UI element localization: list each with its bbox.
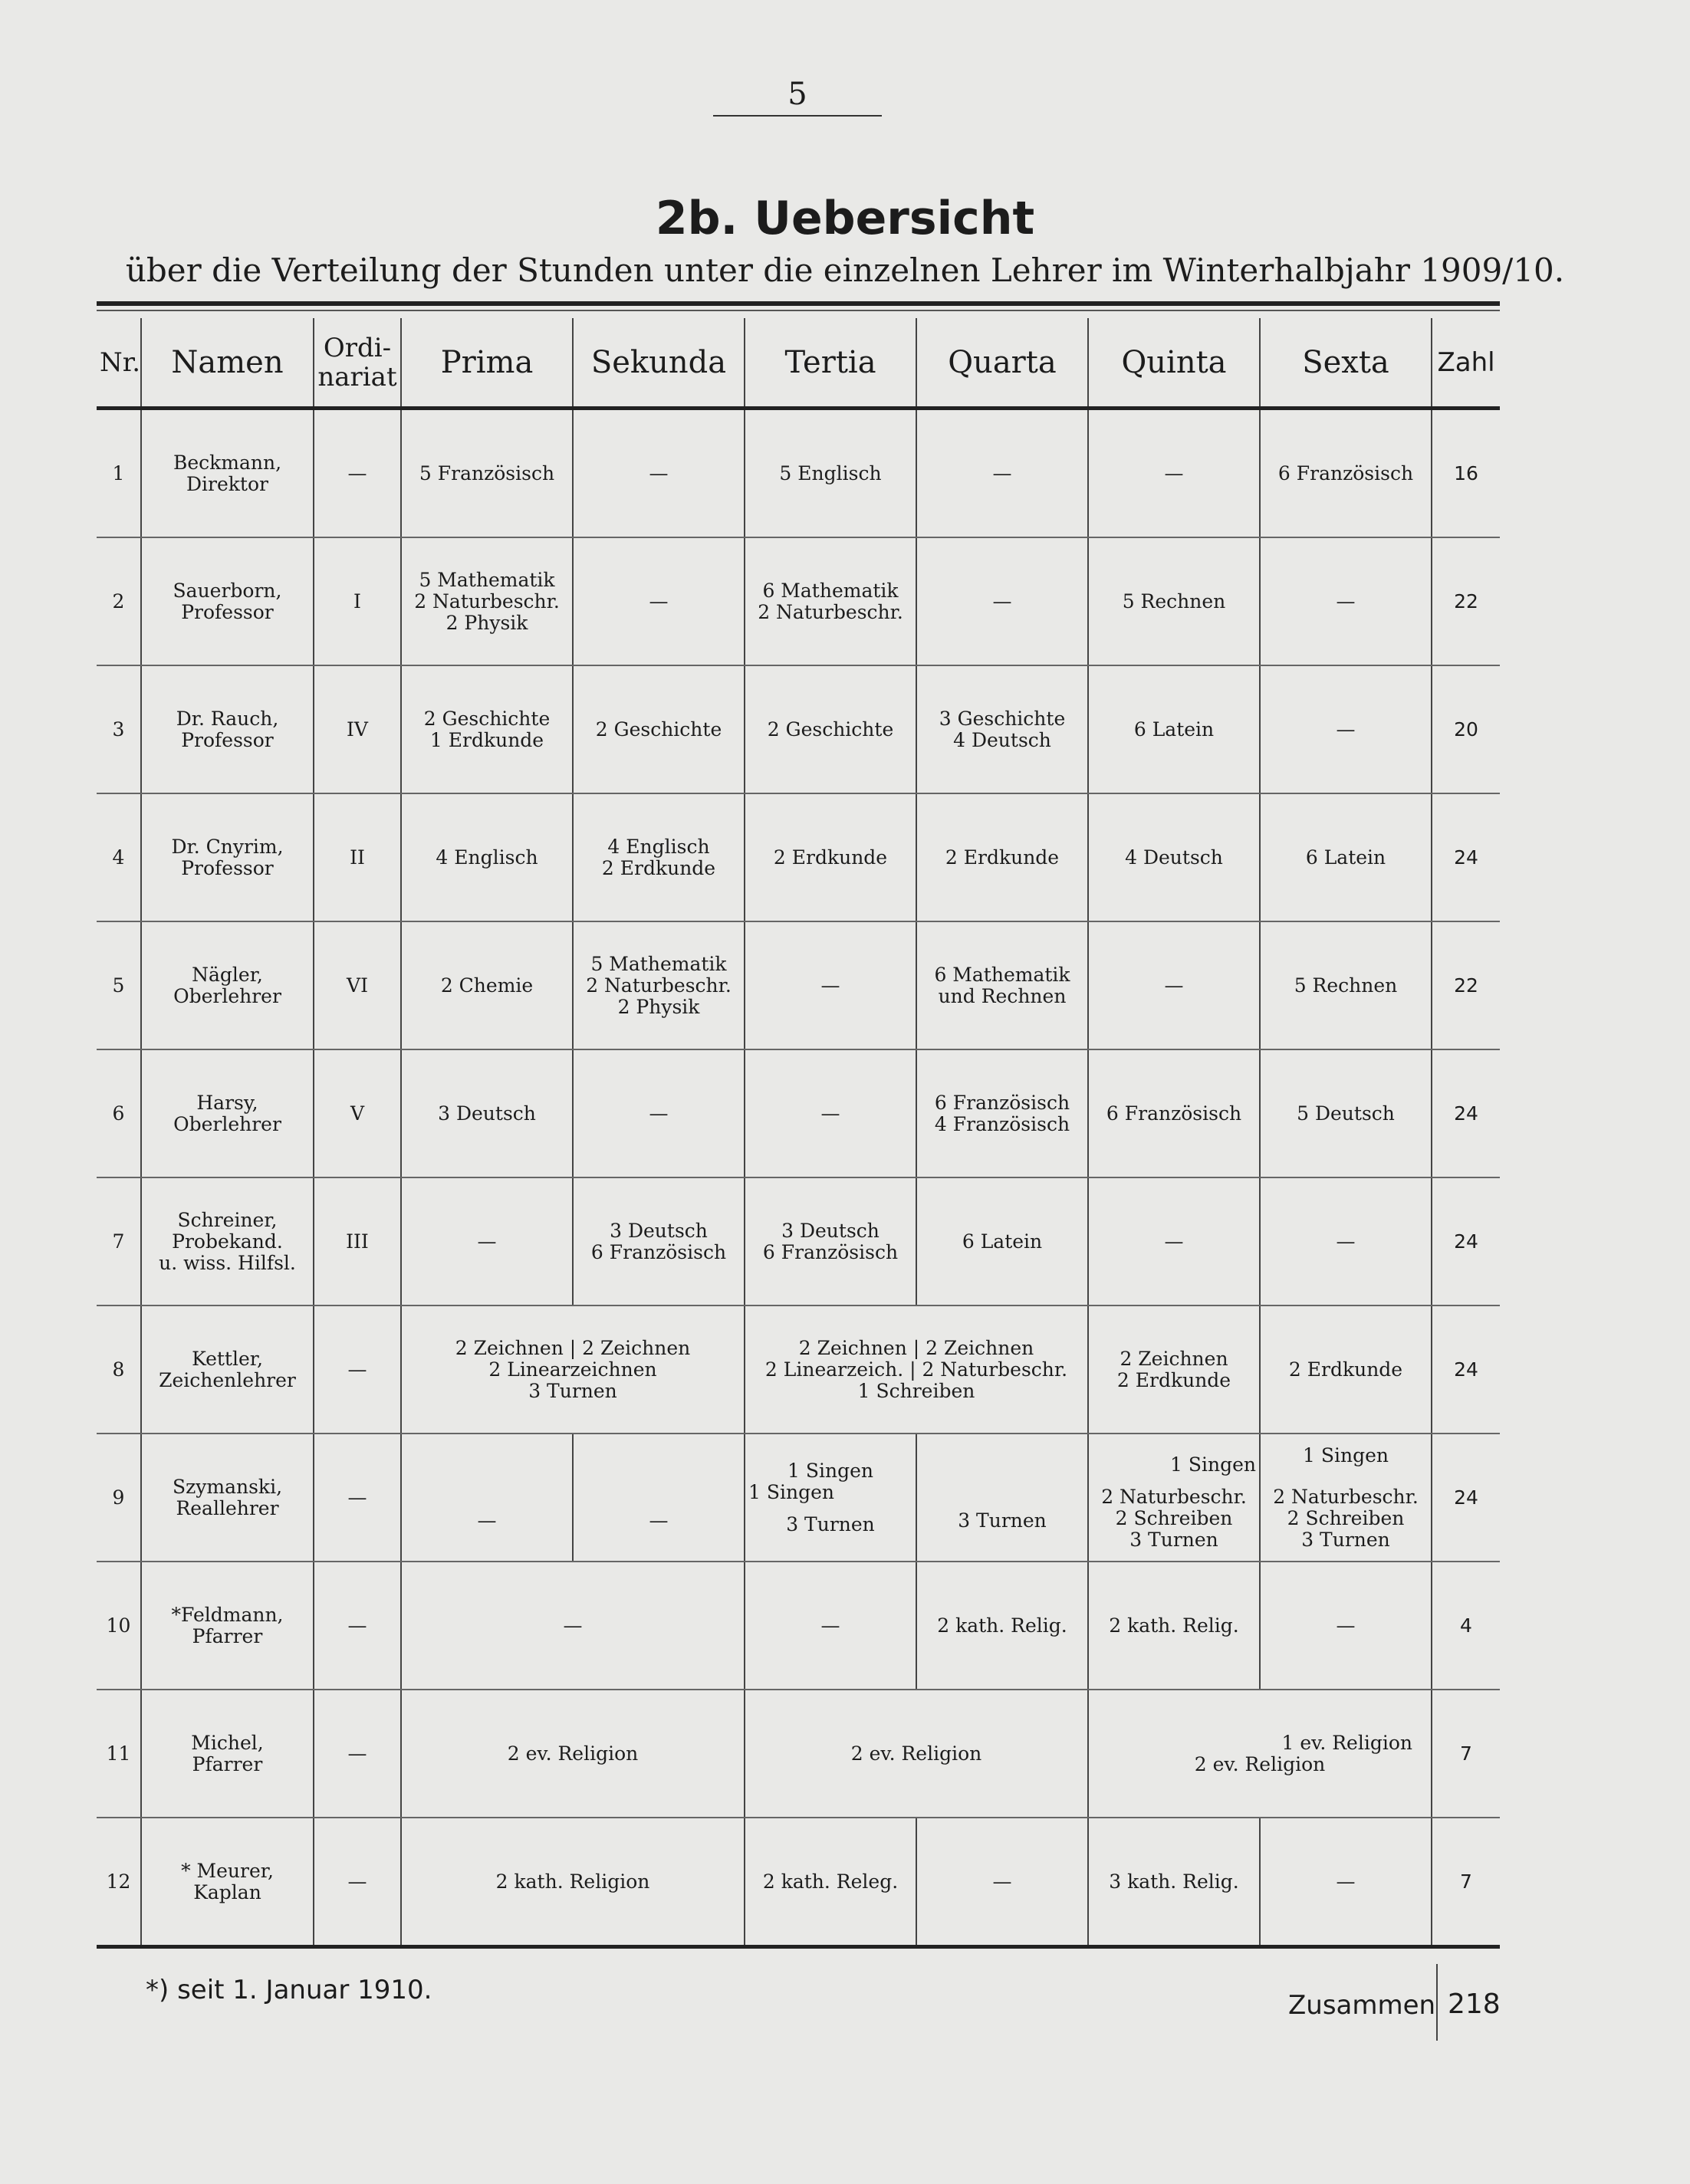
cell-sekunda — [573, 921, 745, 1049]
name-line: Pfarrer — [192, 1624, 263, 1647]
cell-zahl: 7 — [1432, 1818, 1500, 1947]
cell-line: — — [477, 1509, 497, 1532]
cell-zahl: 20 — [1432, 665, 1500, 793]
singen-note: 1 Singen — [787, 1459, 873, 1482]
cell-line: 2 Naturbeschr. — [758, 600, 903, 623]
cell-quinta: 3 kath. Relig. — [1088, 1818, 1260, 1947]
top-rule — [97, 301, 1500, 306]
table-row — [97, 921, 1500, 1049]
top-rule-thin — [97, 310, 1500, 311]
cell-tertia: — — [745, 1562, 916, 1690]
name-line: Oberlehrer — [173, 984, 281, 1007]
table-row — [97, 1177, 1500, 1305]
row-ordinariat: II — [314, 793, 401, 921]
name-line: Harsy, — [196, 1091, 258, 1114]
cell-line: — — [649, 1509, 669, 1532]
name-line: * Meurer, — [181, 1859, 274, 1882]
cell-line: 3 Turnen — [958, 1509, 1047, 1532]
cell-zahl: 22 — [1432, 921, 1500, 1049]
cell-tertia: — — [745, 921, 916, 1049]
table-row — [97, 1049, 1500, 1177]
cell-line: 2 Naturbeschr. — [586, 974, 732, 997]
row-name — [141, 1562, 314, 1690]
cell-zahl: 16 — [1432, 409, 1500, 538]
total-label: Zusammen — [1288, 1990, 1436, 2021]
cell-quinta: — — [1088, 409, 1260, 538]
table-row — [97, 409, 1500, 538]
spacer — [1264, 1466, 1428, 1486]
cell-sexta: — — [1260, 1177, 1432, 1305]
cell-quarta: — — [916, 409, 1088, 538]
header-sekunda: Sekunda — [573, 318, 745, 409]
row-ordinariat: — — [314, 1434, 401, 1562]
table-row — [97, 537, 1500, 665]
cell-quarta: — — [916, 1818, 1088, 1947]
name-line: Pfarrer — [192, 1752, 263, 1775]
cell-zahl: 24 — [1432, 1434, 1500, 1562]
row-name — [141, 921, 314, 1049]
name-line: *Feldmann, — [171, 1603, 284, 1626]
cell-sexta: — — [1260, 665, 1432, 793]
name-line: Professor — [181, 600, 274, 623]
cell-sexta: 2 Erdkunde — [1260, 1305, 1432, 1434]
row-name — [141, 409, 314, 538]
cell-quarta: 6 Latein — [916, 1177, 1088, 1305]
footnote: *) seit 1. Januar 1910. — [146, 1975, 432, 2005]
row-nr: 6 — [97, 1049, 141, 1177]
spacer — [405, 1464, 569, 1510]
name-line: Sauerborn, — [173, 579, 282, 602]
row-ordinariat: — — [314, 1818, 401, 1947]
cell-zahl: 4 — [1432, 1562, 1500, 1690]
row-nr: 11 — [97, 1690, 141, 1818]
cell-line: und Rechnen — [938, 984, 1067, 1007]
cell-quinta: 2 kath. Relig. — [1088, 1562, 1260, 1690]
cell-quarta: 2 Erdkunde — [916, 793, 1088, 921]
cell-line: 6 Mathematik — [934, 963, 1070, 986]
singen-note: 1 Singen — [1303, 1443, 1389, 1466]
cell-sexta — [1260, 1434, 1432, 1562]
cell-zahl: 7 — [1432, 1690, 1500, 1818]
total-divider — [1436, 1964, 1438, 2041]
cell-prima — [401, 665, 573, 793]
cell-tertia-quarta — [745, 1305, 1088, 1434]
cell-sexta: 5 Rechnen — [1260, 921, 1432, 1049]
cell-line: 2 Naturbeschr. — [1101, 1485, 1247, 1508]
cell-quarta: 2 kath. Relig. — [916, 1562, 1088, 1690]
cell-line: 6 Französisch — [762, 1240, 899, 1263]
cell-line: 6 Französisch — [934, 1091, 1070, 1114]
cell-line: 3 Turnen — [1129, 1528, 1218, 1551]
table-row — [97, 793, 1500, 921]
cell-tertia — [745, 1177, 916, 1305]
name-line: Dr. Cnyrim, — [171, 835, 284, 858]
cell-line: 2 Erdkunde — [1116, 1368, 1231, 1391]
row-nr: 9 — [97, 1434, 141, 1562]
row-name — [141, 1818, 314, 1947]
cell-zahl: 24 — [1432, 793, 1500, 921]
cell-line: 3 Turnen — [786, 1512, 875, 1535]
row-nr: 2 — [97, 537, 141, 665]
cell-tertia: 2 kath. Releg. — [745, 1818, 916, 1947]
row-name — [141, 665, 314, 793]
cell-sexta: 5 Deutsch — [1260, 1049, 1432, 1177]
row-nr: 1 — [97, 409, 141, 538]
table-row — [97, 1818, 1500, 1947]
cell-line: 6 Französisch — [590, 1240, 727, 1263]
cell-sekunda — [573, 793, 745, 921]
cell-line: 4 Deutsch — [953, 728, 1051, 751]
cell-line: 2 ev. Religion — [1194, 1752, 1326, 1775]
cell-line: 1 Erdkunde — [429, 728, 544, 751]
cell-prima-sekunda — [401, 1305, 745, 1434]
header-ordinariat — [314, 318, 401, 409]
cell-line: 3 Turnen — [528, 1379, 617, 1402]
header-zahl: Zahl — [1432, 318, 1500, 409]
row-name — [141, 1177, 314, 1305]
name-line: Kettler, — [192, 1347, 263, 1370]
cell-tertia — [745, 1434, 916, 1562]
cell-tertia: 2 Geschichte — [745, 665, 916, 793]
cell-line: 3 Deutsch — [781, 1219, 880, 1242]
cell-zahl: 22 — [1432, 537, 1500, 665]
cell-tertia: 5 Englisch — [745, 409, 916, 538]
cell-prima: 2 Chemie — [401, 921, 573, 1049]
row-name — [141, 1049, 314, 1177]
name-line: Reallehrer — [176, 1496, 279, 1519]
cell-prima: 4 Englisch — [401, 793, 573, 921]
row-name — [141, 537, 314, 665]
cell-line: 2 Geschichte — [423, 707, 551, 730]
cell-line: 5 Mathematik — [419, 568, 555, 591]
table-row — [97, 1562, 1500, 1690]
spacer — [1092, 1476, 1256, 1486]
cell-line: 2 Physik — [446, 611, 528, 634]
row-nr: 10 — [97, 1562, 141, 1690]
cell-sekunda: 2 Geschichte — [573, 665, 745, 793]
cell-line: 2 Zeichnen | 2 Zeichnen — [798, 1336, 1034, 1359]
cell-quinta: 6 Latein — [1088, 665, 1260, 793]
cell-line: 2 Erdkunde — [601, 856, 716, 879]
table-row — [97, 665, 1500, 793]
cell-quarta — [916, 921, 1088, 1049]
cell-quinta-sexta — [1088, 1690, 1432, 1818]
row-ordinariat: — — [314, 1690, 401, 1818]
cell-line: 2 Schreiben — [1287, 1506, 1405, 1529]
cell-sekunda: — — [573, 409, 745, 538]
header-row — [97, 318, 1500, 409]
page-number: 5 — [713, 77, 882, 117]
cell-prima: 3 Deutsch — [401, 1049, 573, 1177]
row-nr: 7 — [97, 1177, 141, 1305]
cell-prima — [401, 537, 573, 665]
cell-prima-sekunda: 2 ev. Religion — [401, 1690, 745, 1818]
name-line: Dr. Rauch, — [176, 707, 279, 730]
cell-line: 2 Linearzeich. | 2 Naturbeschr. — [764, 1358, 1068, 1381]
cell-quarta: — — [916, 537, 1088, 665]
cell-line: 2 Physik — [617, 995, 700, 1018]
cell-quinta: 4 Deutsch — [1088, 793, 1260, 921]
row-ordinariat: I — [314, 537, 401, 665]
total-value: 218 — [1448, 1989, 1501, 2020]
cell-line: 2 Linearzeichnen — [488, 1358, 657, 1381]
header-ordinariat-line2: nariat — [317, 361, 397, 392]
header-quarta: Quarta — [916, 318, 1088, 409]
table-row — [97, 1305, 1500, 1434]
cell-line: 3 Geschichte — [939, 707, 1066, 730]
page-title: 2b. Uebersicht — [655, 192, 1035, 245]
name-line: Zeichenlehrer — [159, 1368, 296, 1391]
spacer — [1092, 1445, 1256, 1454]
cell-quinta: 5 Rechnen — [1088, 537, 1260, 665]
hours-distribution-table — [97, 318, 1500, 1949]
cell-tertia: — — [745, 1049, 916, 1177]
cell-line: 2 Naturbeschr. — [1273, 1485, 1419, 1508]
table-row — [97, 1434, 1500, 1562]
cell-line: 2 Zeichnen | 2 Zeichnen — [455, 1336, 691, 1359]
cell-quarta — [916, 665, 1088, 793]
name-line: Probekand. — [172, 1230, 283, 1253]
cell-line: 1 Schreiben — [857, 1379, 975, 1402]
cell-sexta: 6 Französisch — [1260, 409, 1432, 538]
cell-quinta: — — [1088, 921, 1260, 1049]
name-line: Michel, — [191, 1731, 264, 1754]
row-name — [141, 1434, 314, 1562]
cell-line: 2 Zeichnen — [1120, 1347, 1228, 1370]
name-line: Professor — [181, 728, 274, 751]
row-name — [141, 1305, 314, 1434]
cell-line: 3 Deutsch — [610, 1219, 708, 1242]
header-ordinariat-line1: Ordi- — [323, 332, 392, 363]
cell-tertia-quarta: 2 ev. Religion — [745, 1690, 1088, 1818]
cell-line: 4 Englisch — [607, 835, 710, 858]
row-nr: 5 — [97, 921, 141, 1049]
row-name — [141, 1690, 314, 1818]
cell-tertia: 2 Erdkunde — [745, 793, 916, 921]
row-ordinariat: — — [314, 1305, 401, 1434]
cell-quinta — [1088, 1305, 1260, 1434]
cell-quarta — [916, 1434, 1088, 1562]
cell-prima: — — [401, 1177, 573, 1305]
cell-line: 5 Mathematik — [590, 952, 727, 975]
cell-sekunda: — — [573, 1049, 745, 1177]
cell-prima-sekunda: 2 kath. Religion — [401, 1818, 745, 1947]
row-ordinariat: — — [314, 409, 401, 538]
cell-sexta: — — [1260, 1818, 1432, 1947]
row-ordinariat: VI — [314, 921, 401, 1049]
row-nr: 8 — [97, 1305, 141, 1434]
row-nr: 12 — [97, 1818, 141, 1947]
cell-sexta: — — [1260, 537, 1432, 665]
spacer — [748, 1503, 912, 1514]
row-ordinariat: — — [314, 1562, 401, 1690]
cell-zahl: 24 — [1432, 1177, 1500, 1305]
header-tertia: Tertia — [745, 318, 916, 409]
row-ordinariat: V — [314, 1049, 401, 1177]
table-row — [97, 1690, 1500, 1818]
cell-sekunda — [573, 1434, 745, 1562]
header-quinta: Quinta — [1088, 318, 1260, 409]
name-line: u. wiss. Hilfsl. — [159, 1251, 296, 1274]
name-line: Schreiner, — [177, 1208, 278, 1231]
cell-prima — [401, 1434, 573, 1562]
header-name: Namen — [141, 318, 314, 409]
header-prima: Prima — [401, 318, 573, 409]
spacer — [577, 1464, 741, 1510]
cell-zahl: 24 — [1432, 1305, 1500, 1434]
cell-line: 4 Französisch — [934, 1112, 1070, 1135]
cell-line: 2 Naturbeschr. — [414, 590, 560, 613]
spacer — [920, 1464, 1084, 1510]
cell-sekunda — [573, 1177, 745, 1305]
cell-prima-sekunda: — — [401, 1562, 745, 1690]
row-nr: 3 — [97, 665, 141, 793]
name-line: Beckmann, — [173, 451, 282, 474]
header-sexta: Sexta — [1260, 318, 1432, 409]
cell-sexta: — — [1260, 1562, 1432, 1690]
row-ordinariat: III — [314, 1177, 401, 1305]
cell-prima: 5 Französisch — [401, 409, 573, 538]
name-line: Kaplan — [193, 1880, 261, 1903]
cell-quinta: 6 Französisch — [1088, 1049, 1260, 1177]
header-nr: Nr. — [97, 318, 141, 409]
row-ordinariat: IV — [314, 665, 401, 793]
cell-quinta — [1088, 1434, 1260, 1562]
name-line: Oberlehrer — [173, 1112, 281, 1135]
cell-line: 2 Schreiben — [1115, 1506, 1233, 1529]
cell-line: 6 Mathematik — [762, 579, 899, 602]
singen-note: 1 Singen — [748, 1480, 834, 1503]
cell-sexta: 6 Latein — [1260, 793, 1432, 921]
name-line: Nägler, — [192, 963, 263, 986]
cell-sekunda: — — [573, 537, 745, 665]
cell-zahl: 24 — [1432, 1049, 1500, 1177]
name-line: Professor — [181, 856, 274, 879]
cell-quarta — [916, 1049, 1088, 1177]
row-nr: 4 — [97, 793, 141, 921]
name-line: Direktor — [186, 472, 268, 495]
page-subtitle: über die Verteilung der Stunden unter die einzelnen Lehrer im Winterhalbjahr 1909/10. — [125, 251, 1565, 289]
row-name — [141, 793, 314, 921]
singen-note: 1 Singen — [1170, 1453, 1256, 1476]
cell-quinta: — — [1088, 1177, 1260, 1305]
cell-line: 1 ev. Religion — [1281, 1731, 1412, 1754]
cell-tertia — [745, 537, 916, 665]
cell-line: 3 Turnen — [1301, 1528, 1390, 1551]
name-line: Szymanski, — [172, 1475, 283, 1498]
